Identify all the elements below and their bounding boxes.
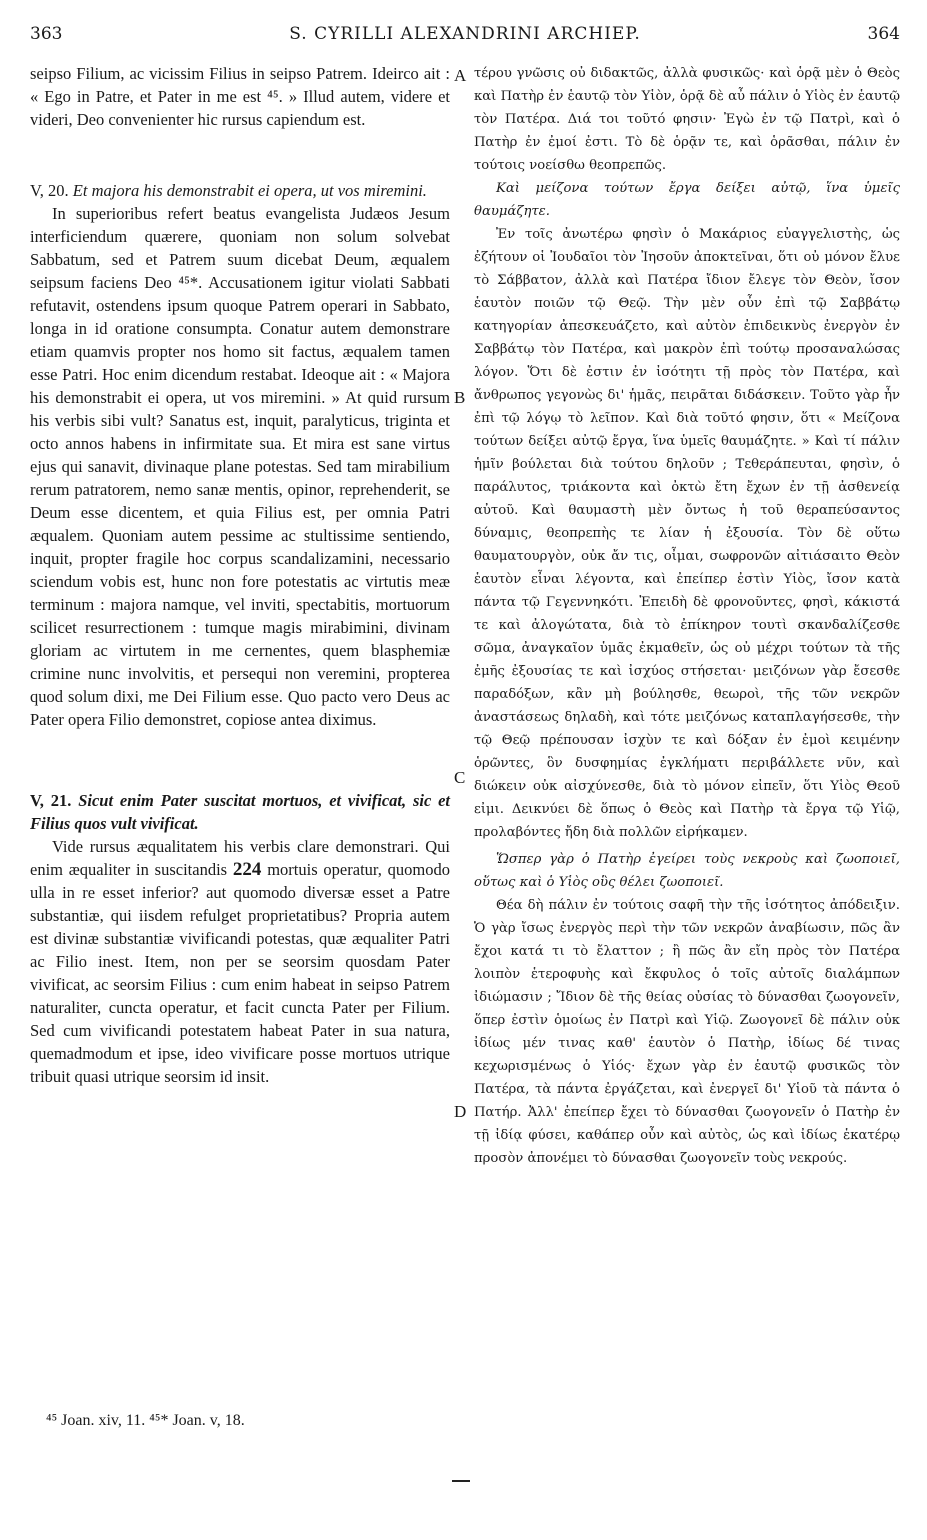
margin-marker-b: B: [454, 388, 466, 407]
page-number-left: 363: [30, 24, 63, 44]
greek-paragraph: τέρου γνῶσις οὐ διδακτῶς, ἀλλὰ φυσικῶς· καὶ ὁρᾷ μὲν ὁ Θεὸς καὶ Πατὴρ ἐν ἑαυτῷ τὸν Υἱὸν, ὁρᾷ δὲ αὖ πάλιν ὁ Υἱὸς ἐν ἑαυτῷ τὸν Πατέρα. Διά τοι τοῦτό φησιν· Ἐγὼ ἐν τῷ Πατρὶ, καὶ ὁ Πατὴρ ἐν ἐμοί ἐστι. Τὸ δὲ ὁρᾷν τε, καὶ ὁρᾶσθαι, πάλιν ἐν τούτοις νοείσθω θεοπρεπῶς.: [474, 66, 900, 173]
latin-paragraph: seipso Filium, ac vicissim Filius in seipso Patrem. Ideirco ait : « Ego in Patre, et Pater in me est ⁴⁵. » Illud autem, videre et videri, Deo convenienter hic rursus capiendum est.: [30, 64, 450, 129]
greek-paragraph: Ἐν τοῖς ἀνωτέρω φησὶν ὁ Μακάριος εὐαγγελιστὴς, ὡς ἐζήτουν οἱ Ἰουδαῖοι τὸν Ἰησοῦν ἀποκτεῖναι, ὅτι οὐ μόνον ἔλυε τὸ Σάββατον, ἀλλὰ καὶ Πατέρα ἴδιον ἔλεγε τὸν Θεὸν, ἴσον ἑαυτὸν ποιῶν τῷ Θεῷ. Τὴν μὲν οὖν ἐπὶ τῷ Σαββάτῳ κατηγορίαν ἀπεσκευάζετο, καὶ αὐτὸν ἐπιδεικνὺς ἐνεργὸν ἐν Σαββάτῳ τὸν Πατέρα, καὶ μακρὸν ἐπὶ τούτῳ προσαναλώσας λόγον. Ὅτι δὲ ἐστιν ἐν ἰσότητι τῇ πρὸς τὸν Πατέρα, καὶ ἄνθρωπος γεγονὼς δι' ἡμᾶς, πειρᾶται διδάσκειν. Τοῦτο γὰρ ἦν ἐπὶ τῷ λόγῳ τὸ λεῖπον. Καὶ διὰ τοῦτό φησιν, ὅτι « Μείζονα τούτων δείξει αὐτῷ ἔργα, ἵνα ὑμεῖς θαυμάζητε. » Καὶ τί πάλιν ἡμῖν βούλεται διὰ τούτου δηλοῦν ; Τεθεράπευται, φησὶν, ὁ παράλυτος, τριάκοντα καὶ ὀκτὼ ἔτη ἔχων ἐν τῇ ἀσθενείᾳ αὐτοῦ. Καὶ θαυμαστὴ μὲν ὄντως ἡ τοῦ θεραπεύσαντος δύναμις, θεοπρεπὴς τε λίαν ἡ ἐξουσία. Τὸν δὲ οὕτω θαυματουργὸν, οὐκ ἄν τις, οἶμαι, σωφρονῶν αἰτιάσαιτο Θεὸν ἑαυτὸν εἶναι λέγοντα, καὶ ἐπείπερ ἐστὶν Υἱὸς, ἴσον κατὰ πάντα τῷ Γεγεννηκότι. Ἐπειδὴ δὲ φρονοῦντες, φησὶ, κάκιστά τε καὶ ἀλογώτατα, διὰ τὸ ἐπίκηρον τουτὶ σκανδαλίζεσθε σῶμα, ἀναγκαῖον ὑμᾶς ἐκμαθεῖν, ὡς οὐ μέχρι τούτων τὰ τῆς ἐμῆς ἐξουσίας τε καὶ ἰσχύος στήσεται· μειζόνων γὰρ ἔσεσθε παραδόξων, κἂν μὴ βούλησθε, θεωροὶ, τῆς τῶν νεκρῶν ἀναστάσεως δηλαδὴ, καὶ τότε μειζόνως καταπλαγήσεσθε, τὴν τῷ Θεῷ πρέπουσαν ἰσχὺν τε καὶ δόξαν ἐν ἐμοὶ κειμένην ὁρῶντες, ὃν δυσφημίας ἐγκλήματι περιβάλλετε νῦν, καὶ διώκειν οὐκ αἰσχύνεσθε, διὰ τὸ μόνον εἰπεῖν, ὅτι Υἱὸς Θεοῦ εἰμι. Δεικνύει δὲ ὅπως ὁ Θεὸς καὶ Πατὴρ τὰ ἔργα τῷ Υἱῷ, προλαβόντες ἤδη διὰ πολλῶν εἰρήκαμεν.: [474, 227, 900, 840]
footer-rule: [452, 1480, 470, 1482]
paragraph-text: mortuis operatur, quomodo ulla in re esset inferior? aut quomodo diversæ esset a Patre substantiæ, qui iisdem refulget proprietatibus? Propria autem est divinæ substantiæ vivificandi potestas, quæ æqualiter Patri ac Filio inest. Item, non per se seorsim quosdam Pater vivificat, ac seorsim Filius : cum enim habeat in seipso Patrem naturaliter, cuncta operatur, et facit cuncta Pater per Filium. Sed cum vivificandi potestatem habeat Pater in sua natura, quemadmodum et ipse, ideo vivificare posse mortuos utrique tribuit quasi utrique seorsim id insit.: [30, 860, 451, 1086]
margin-marker-c: C: [454, 768, 466, 787]
greek-verse-heading: Ὥσπερ γὰρ ὁ Πατὴρ ἐγείρει τοὺς νεκροὺς καὶ ζωοποιεῖ, οὕτως καὶ ὁ Υἱὸς οὓς θέλει ζωοποιεῖ.: [474, 852, 900, 890]
greek-paragraph: Θέα δὴ πάλιν ἐν τούτοις σαφῆ τὴν τῆς ἰσότητος ἀπόδειξιν. Ὁ γὰρ ἴσως ἐνεργὸς περὶ τὴν τῶν νεκρῶν ἀναβίωσιν, πῶς ἂν ἔχοι κατά τι τὸ ἔλαττον ; ἢ πῶς ἂν εἴη πρὸς τὸν Πατέρα λοιπὸν ἑτεροφυὴς καὶ ἔκφυλος ὁ τοῖς αὐτοῖς διαλάμπων ἰδιώμασιν ; Ἴδιον δὲ τῆς θείας οὐσίας τὸ δύνασθαι ζωογονεῖν, ὅπερ ἐστὶν ὁμοίως ἐν Πατρὶ καὶ Υἱῷ. Ζωογονεῖ δὲ πάλιν οὐκ ἰδίως μέν τινας καθ' ἑαυτὸν ὁ Πατὴρ, ἰδίως δέ τινας κεχωρισμένως ὁ Υἱός· ἔχων γὰρ ἐν ἑαυτῷ φυσικῶς τὸν Πατέρα, τὰ πάντα ἐργάζεται, καὶ ἐνεργεῖ δι' Υἱοῦ τὰ πάντα ὁ Πατήρ. Ἀλλ' ἐπείπερ ἔχει τὸ δύνασθαι ζωογονεῖν ὁ Πατὴρ ἐν τῇ ἰδίᾳ φύσει, καθάπερ οὖν καὶ αὐτὸς, ὡς καὶ ἰδίως ἑκατέρῳ προσὸν ἀπονέμει τὸ δύνασθαι ζωογονεῖν τοὺς νεκρούς.: [474, 898, 900, 1166]
verse-number: V, 20.: [30, 181, 69, 200]
running-title: S. CYRILLI ALEXANDRINI ARCHIEP.: [289, 24, 641, 44]
verse-number: V, 21.: [30, 791, 72, 810]
column-number: 224: [232, 859, 262, 880]
verse-text: Et majora his demonstrabit ei opera, ut vos miremini.: [72, 181, 427, 200]
page-number-right: 364: [867, 24, 900, 44]
latin-column: [30, 62, 450, 1088]
latin-paragraph: In superioribus refert beatus evangelista Judæos Jesum interficiendum quærere, quoniam non solum solvebat Sabbatum, sed et Patrem suum dicebat Deum, æqualem seipsum faciens Deo ⁴⁵*. Accusationem igitur violati Sabbati refutavit, ostendens ipsum quoque Patrem operari in Sabbato, longa in id oratione consumpta. Conatur autem demonstrare etiam quamvis propter nos homo sit factus, æqualem tamen esse Patri. Hoc enim dicendum restabat. Ideoque ait : « Majora his demonstrabit ei opera, ut vos miremini. » At quid rursum his verbis sibi vult? Sanatus est, inquit, paralyticus, triginta et octo annos habens in infirmitate sua. Et mira est sane virtus ejus qui sanavit, divinaque plane potestas. Sed tam mirabilium rerum patratorem, nemo sanæ mentis, opinor, reprehenderit, se Deum esse dicentem, et quia Filius est, per omnia Patri æqualem. Quoniam autem pessime ac stultissime sentiendo, inquit, propter fragile hoc corpus scandalizamini, necessario sciendum vobis est, hunc non fore potestatis ac virtutis meæ terminum : majora namque, vel inviti, spectabitis, mortuorum scilicet resurrectionem : tumque magis mirabimini, divinam gloriam ac virtutem in me cernentes, quem blasphemiæ crimine nunc involvitis, et persequi non veremini, propterea quod solum dixi, me Dei Filium esse. Quo pacto vero Deus ac Pater opera Filio demonstret, copiose antea diximus.: [30, 204, 450, 729]
latin-verse-heading: [30, 179, 450, 202]
paragraph-text: Vide rursus æqualitatem his verbis clare demonstrari. Qui enim æqualiter in suscitandis: [30, 837, 450, 879]
footnotes: ⁴⁵ Joan. xiv, 11. ⁴⁵* Joan. v, 18.: [46, 1412, 245, 1429]
greek-column: [474, 62, 900, 1170]
greek-verse-heading: Καὶ μείζονα τούτων ἔργα δείξει αὐτῷ, ἵνα ὑμεῖς θαυμάζητε.: [474, 181, 900, 219]
page-header: [30, 24, 900, 54]
latin-paragraph: [30, 835, 450, 1088]
margin-marker-a: A: [454, 66, 467, 85]
latin-verse-heading: [30, 789, 450, 835]
verse-text: Sicut enim Pater suscitat mortuos, et vivificat, sic et Filius quos vult vivificat.: [30, 791, 451, 833]
margin-marker-d: D: [454, 1102, 467, 1121]
